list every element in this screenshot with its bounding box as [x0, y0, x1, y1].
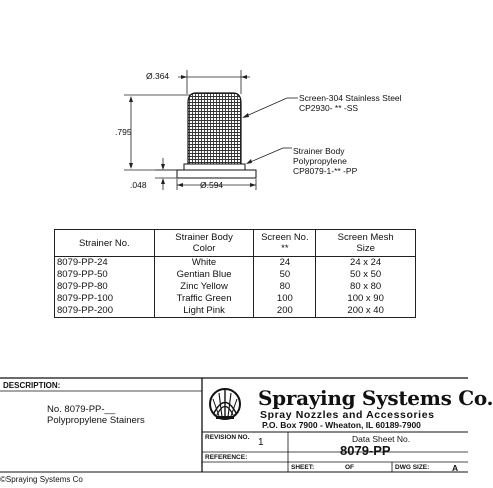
cell-body-color: White: [154, 257, 254, 270]
body-callout-line3: CP8079-1-** -PP: [293, 166, 358, 176]
cell-strainer-no: 8079-PP-24: [55, 257, 155, 270]
cell-body-color: Traffic Green: [154, 293, 254, 305]
dim-top-diameter-label: Ø.364: [146, 71, 170, 81]
callout-leaders: [244, 98, 298, 163]
cell-strainer-no: 8079-PP-200: [55, 305, 155, 318]
dim-top-diameter-lines: [178, 70, 250, 94]
cell-screen-no: 24: [254, 257, 316, 270]
screen-mesh: [188, 93, 241, 166]
dim-arrow: [241, 75, 247, 79]
dim-flange-lines: [155, 158, 177, 190]
dim-arrow: [250, 183, 256, 187]
copyright-text: ©Spraying Systems Co: [0, 475, 83, 484]
dim-arrow: [129, 163, 133, 169]
data-sheet-label: Data Sheet No.: [352, 434, 411, 444]
cell-mesh-size: 100 x 90: [316, 293, 416, 305]
cell-mesh-size: 200 x 40: [316, 305, 416, 318]
table-row: [55, 269, 416, 281]
body-callout-line2: Polypropylene: [293, 156, 347, 166]
cell-strainer-no: 8079-PP-80: [55, 281, 155, 293]
company-name: Spraying Systems Co.: [258, 386, 493, 410]
dim-base-diameter-label: Ø.594: [200, 180, 224, 190]
description-line1: No. 8079-PP-__: [47, 404, 116, 415]
strainer-spec-table: [54, 229, 416, 318]
dwg-size-value: A: [452, 463, 459, 473]
description-label: DESCRIPTION:: [3, 381, 61, 390]
table-row: [55, 305, 416, 318]
sheet-of-text: OF: [345, 464, 355, 471]
cell-strainer-no: 8079-PP-50: [55, 269, 155, 281]
leader-arrow: [246, 159, 252, 164]
revision-value: 1: [258, 437, 264, 448]
leader-arrow: [242, 113, 249, 118]
description-line2: Polypropylene Stainers: [47, 415, 145, 426]
company-logo: [210, 389, 240, 419]
header-body-color: Strainer Body Color: [154, 230, 254, 257]
cell-body-color: Light Pink: [154, 305, 254, 318]
header-screen-no: Screen No. **: [254, 230, 316, 257]
cell-mesh-size: 50 x 50: [316, 269, 416, 281]
table-row: [55, 281, 416, 293]
dim-height-lines: [124, 95, 190, 170]
screen-callout-line1: Screen-304 Stainless Steel: [299, 93, 402, 103]
cell-screen-no: 200: [254, 305, 316, 318]
dim-arrow: [161, 164, 165, 170]
cell-mesh-size: 80 x 80: [316, 281, 416, 293]
table-row: [55, 293, 416, 305]
screen-callout-line2: CP2930- ** -SS: [299, 103, 359, 113]
dim-arrow: [161, 178, 165, 184]
cell-screen-no: 100: [254, 293, 316, 305]
cell-body-color: Zinc Yellow: [154, 281, 254, 293]
cell-screen-no: 80: [254, 281, 316, 293]
body-callout-line1: Strainer Body: [293, 146, 345, 156]
revision-label: REVISION NO.: [205, 434, 250, 441]
sheet-label: SHEET:: [291, 464, 315, 471]
cell-mesh-size: 24 x 24: [316, 257, 416, 270]
dim-arrow: [177, 183, 183, 187]
dim-height-label: .795: [115, 127, 132, 137]
cell-strainer-no: 8079-PP-100: [55, 293, 155, 305]
dwg-size-label: DWG SIZE:: [395, 464, 430, 471]
cell-body-color: Gentian Blue: [154, 269, 254, 281]
header-strainer-no: Strainer No.: [55, 230, 155, 257]
dim-arrow: [181, 75, 187, 79]
company-address: P.O. Box 7900 - Wheaton, IL 60189-7900: [262, 420, 421, 430]
header-mesh-size: Screen Mesh Size: [316, 230, 416, 257]
strainer-flange: [177, 170, 256, 178]
data-sheet-number: 8079-PP: [340, 443, 391, 458]
table-row: [55, 257, 416, 270]
reference-label: REFERENCE:: [205, 454, 248, 461]
cell-screen-no: 50: [254, 269, 316, 281]
dim-flange-label: .048: [130, 180, 147, 190]
strainer-collar: [184, 164, 245, 170]
dim-arrow: [129, 96, 133, 102]
table-header-row: [55, 230, 416, 257]
company-tagline: Spray Nozzles and Accessories: [260, 409, 435, 421]
